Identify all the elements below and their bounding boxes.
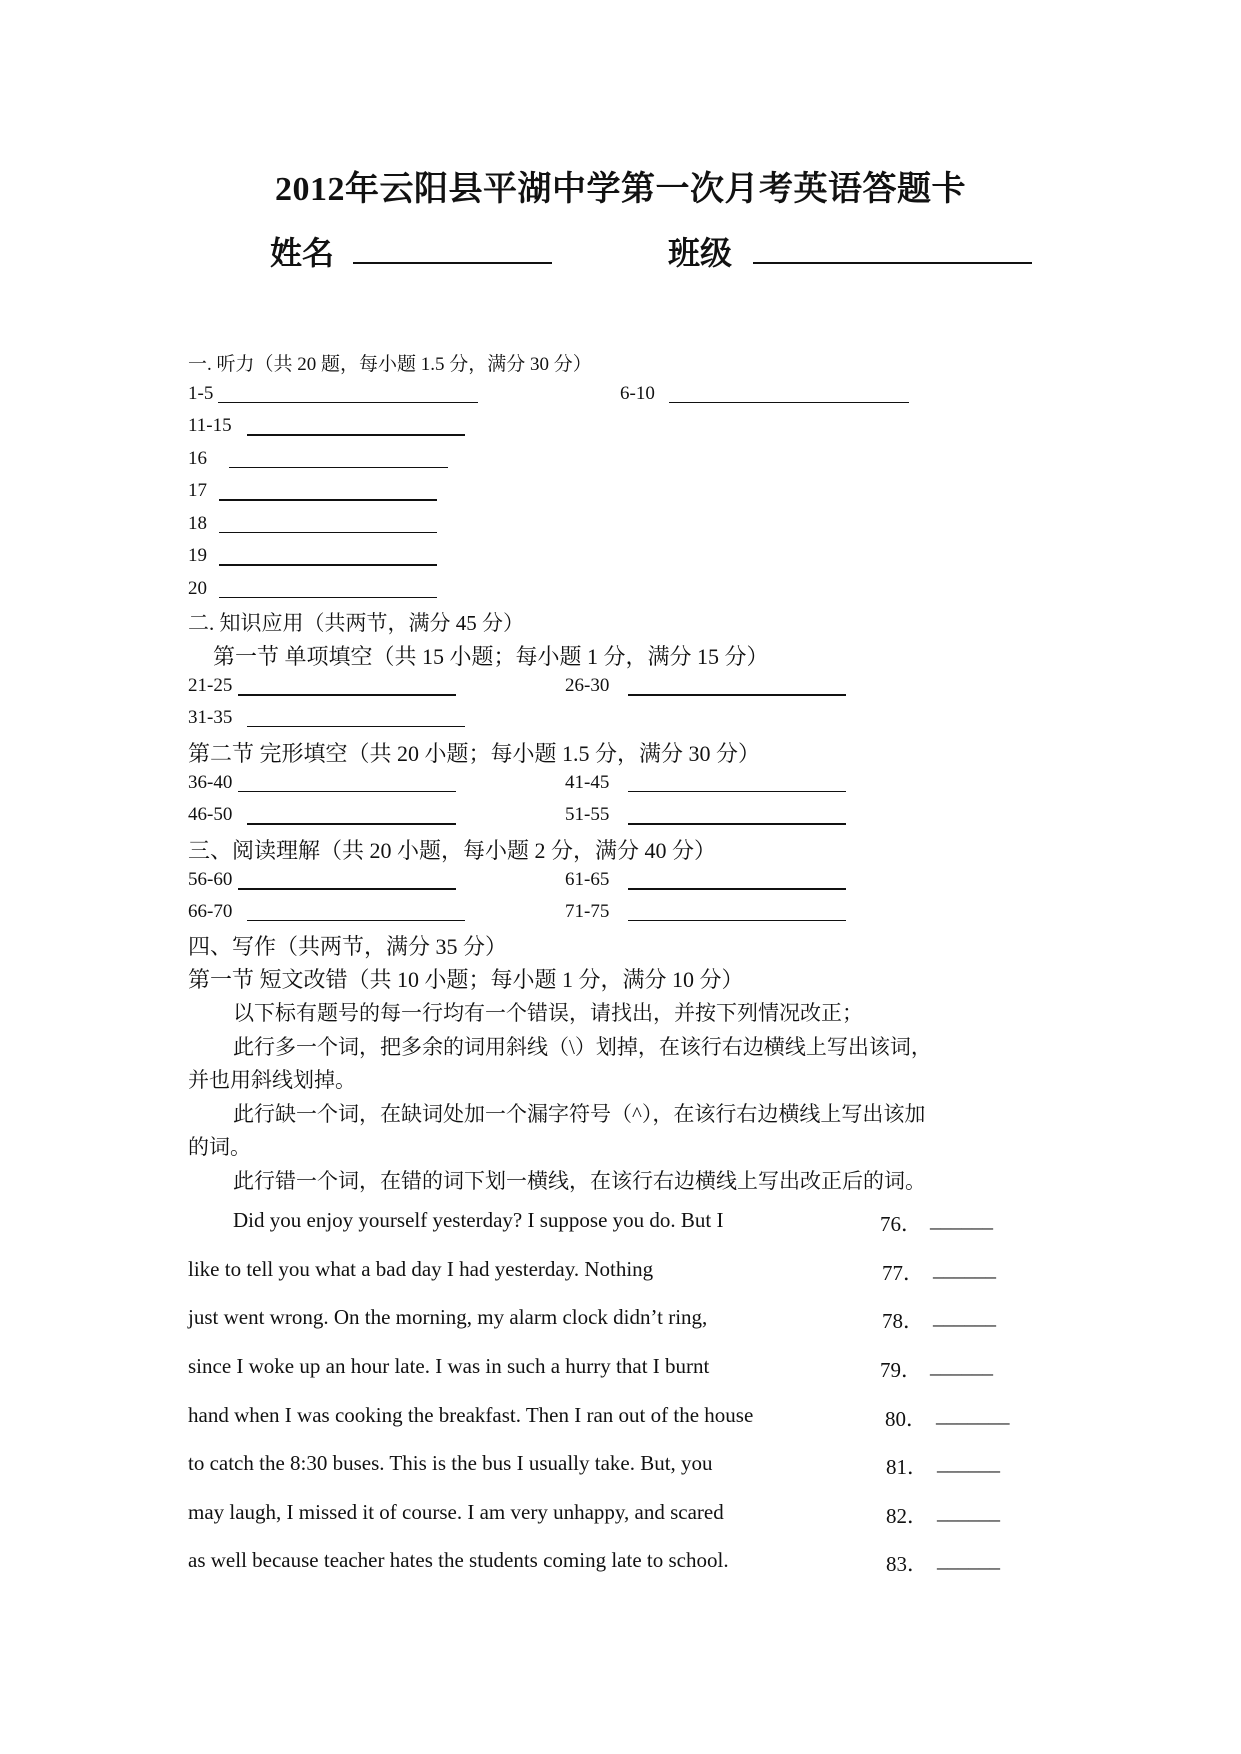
correction-blank[interactable]: ______ (930, 1354, 993, 1378)
answer-label-20: 20 (188, 578, 207, 599)
passage-line: as well because teacher hates the students coming late to school. (188, 1548, 729, 1572)
correction-blank[interactable]: _______ (936, 1403, 1010, 1427)
answer-blank-66-70[interactable] (247, 920, 465, 921)
answer-blank-31-35[interactable] (247, 726, 465, 727)
line-number: 82． (886, 1504, 928, 1528)
correction-blank[interactable]: ______ (937, 1500, 1000, 1524)
answer-label-36-40: 36-40 (188, 772, 233, 793)
answer-blank-71-75[interactable] (628, 920, 846, 921)
passage-line: Did you enjoy yourself yesterday? I suppose you do. But I (233, 1208, 724, 1232)
answer-label-56-60: 56-60 (188, 869, 233, 890)
instruction-missing-word: 此行缺一个词，在缺词处加一个漏字符号（^），在该行右边横线上写出该加 (233, 1102, 926, 1126)
correction-blank[interactable]: ______ (937, 1451, 1000, 1475)
line-number: 77． (882, 1261, 924, 1285)
answer-blank-36-40[interactable] (238, 791, 456, 792)
section-listening-header: 一. 听力（共 20 题，每小题 1.5 分，满分 30 分） (188, 354, 592, 375)
answer-label-16: 16 (188, 448, 207, 469)
answer-label-11-15: 11-15 (188, 415, 232, 436)
correction-blank[interactable]: ______ (933, 1305, 996, 1329)
answer-label-66-70: 66-70 (188, 901, 233, 922)
answer-blank-11-15[interactable] (247, 434, 465, 436)
answer-blank-56-60[interactable] (238, 888, 456, 890)
passage-line: since I woke up an hour late. I was in such a hurry that I burnt (188, 1354, 710, 1378)
answer-label-19: 19 (188, 545, 207, 566)
name-field[interactable] (353, 262, 552, 264)
correction-blank[interactable]: ______ (930, 1208, 993, 1232)
answer-blank-6-10[interactable] (669, 402, 909, 403)
answer-label-51-55: 51-55 (565, 804, 610, 825)
instruction-missing-word-cont: 的词。 (188, 1135, 251, 1159)
instruction-extra-word-cont: 并也用斜线划掉。 (188, 1068, 356, 1092)
part-error-correction-header: 第一节 短文改错（共 10 小题；每小题 1 分，满分 10 分） (188, 967, 744, 992)
page-title: 2012年云阳县平湖中学第一次月考英语答题卡 (275, 171, 966, 208)
answer-blank-46-50[interactable] (247, 823, 456, 825)
answer-label-61-65: 61-65 (565, 869, 610, 890)
section-knowledge-header: 二. 知识应用（共两节，满分 45 分） (188, 611, 524, 635)
correction-blank[interactable]: ______ (933, 1257, 996, 1281)
answer-blank-1-5[interactable] (218, 402, 478, 403)
answer-label-46-50: 46-50 (188, 804, 233, 825)
answer-blank-20[interactable] (219, 597, 437, 598)
answer-label-18: 18 (188, 513, 207, 534)
answer-blank-41-45[interactable] (628, 791, 846, 792)
section-writing-header: 四、写作（共两节，满分 35 分） (188, 934, 508, 959)
answer-label-26-30: 26-30 (565, 675, 610, 696)
answer-blank-17[interactable] (219, 499, 437, 501)
correction-blank[interactable]: ______ (937, 1548, 1000, 1572)
answer-label-1-5: 1-5 (188, 383, 214, 404)
class-field[interactable] (753, 262, 1032, 264)
part-single-choice-header: 第一节 单项填空（共 15 小题；每小题 1 分，满分 15 分） (213, 644, 769, 669)
answer-label-71-75: 71-75 (565, 901, 610, 922)
answer-blank-16[interactable] (229, 467, 448, 468)
line-number: 76． (880, 1212, 922, 1236)
answer-label-6-10: 6-10 (620, 383, 655, 404)
line-number: 79． (880, 1358, 922, 1382)
class-label: 班级 (668, 235, 733, 271)
line-number: 83． (886, 1552, 928, 1576)
answer-blank-26-30[interactable] (628, 694, 846, 696)
line-number: 81． (886, 1455, 928, 1479)
answer-blank-61-65[interactable] (628, 888, 846, 890)
section-reading-header: 三、阅读理解（共 20 小题，每小题 2 分，满分 40 分） (188, 838, 717, 863)
passage-line: just went wrong. On the morning, my alarm clock didn’t ring, (188, 1305, 708, 1329)
name-label: 姓名 (270, 235, 335, 271)
answer-label-21-25: 21-25 (188, 675, 233, 696)
instruction-extra-word: 此行多一个词，把多余的词用斜线（\）划掉，在该行右边横线上写出该词， (233, 1035, 932, 1059)
line-number: 78． (882, 1309, 924, 1333)
instruction-wrong-word: 此行错一个词，在错的词下划一横线，在该行右边横线上写出改正后的词。 (233, 1169, 926, 1193)
instruction-intro: 以下标有题号的每一行均有一个错误，请找出，并按下列情况改正； (233, 1001, 863, 1025)
passage-line: may laugh, I missed it of course. I am very unhappy, and scared (188, 1500, 724, 1524)
passage-line: to catch the 8:30 buses. This is the bus I usually take. But, you (188, 1451, 713, 1475)
answer-label-41-45: 41-45 (565, 772, 610, 793)
answer-blank-51-55[interactable] (628, 823, 846, 825)
answer-blank-19[interactable] (219, 564, 437, 566)
line-number: 80． (885, 1407, 927, 1431)
part-cloze-header: 第二节 完形填空（共 20 小题；每小题 1.5 分，满分 30 分） (188, 741, 761, 766)
answer-label-17: 17 (188, 480, 207, 501)
answer-blank-21-25[interactable] (238, 694, 456, 696)
passage-line: hand when I was cooking the breakfast. Then I ran out of the house (188, 1403, 754, 1427)
answer-label-31-35: 31-35 (188, 707, 233, 728)
passage-line: like to tell you what a bad day I had yesterday. Nothing (188, 1257, 654, 1281)
answer-blank-18[interactable] (219, 532, 437, 533)
